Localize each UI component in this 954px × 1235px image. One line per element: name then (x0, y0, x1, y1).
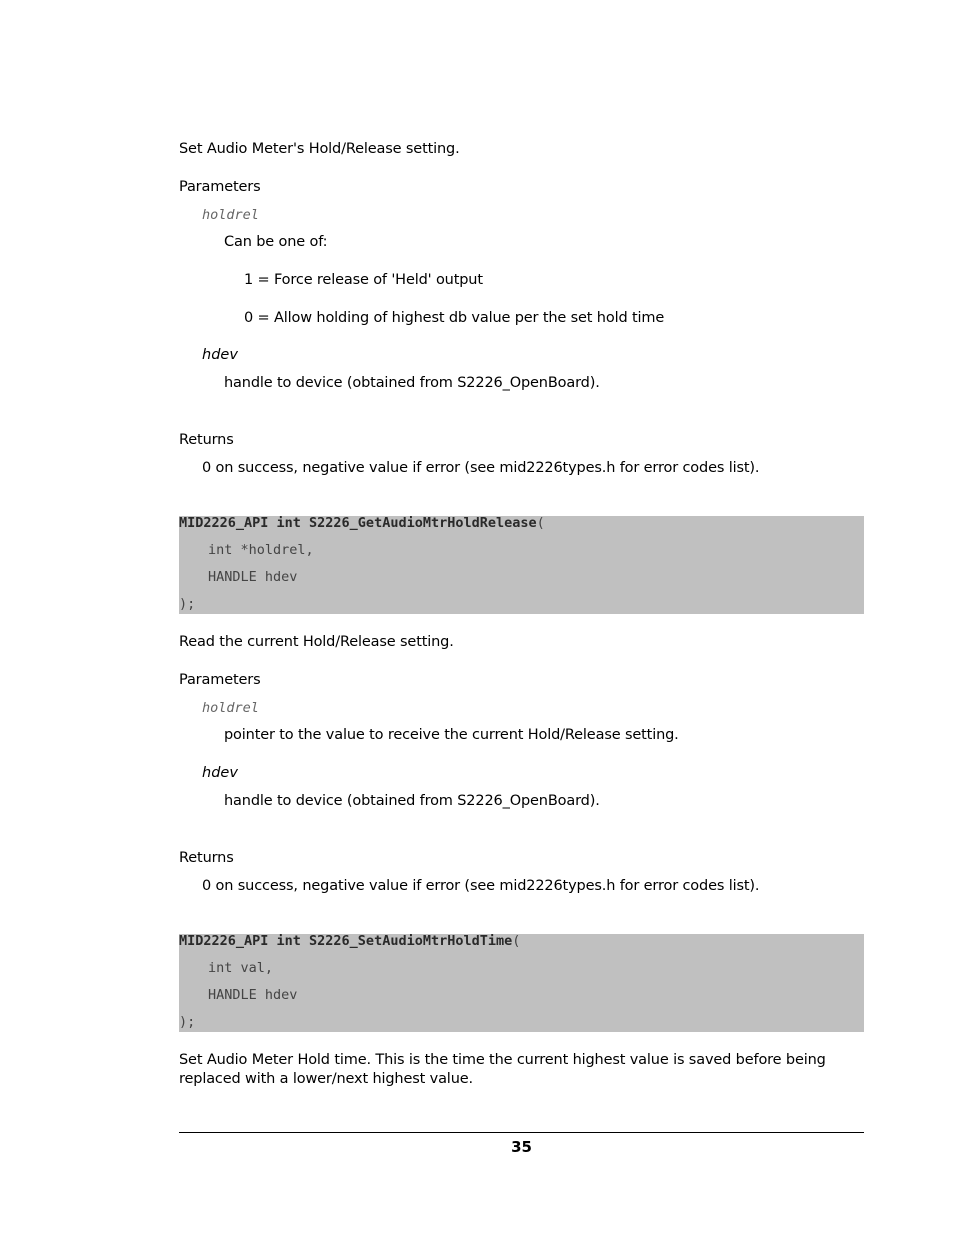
function-description: Set Audio Meter's Hold/Release setting. (179, 141, 460, 157)
code-block (179, 516, 864, 614)
code-block (179, 934, 864, 1032)
function-description: Read the current Hold/Release setting. (179, 634, 454, 650)
function-signature: MID2226_API int S2226_GetAudioMtrHoldRelease (179, 515, 537, 531)
code-argument: HANDLE hdev (208, 987, 298, 1003)
param-description: Can be one of: (224, 234, 328, 250)
returns-heading: Returns (179, 850, 234, 866)
footer-rule (179, 1132, 864, 1133)
parameters-heading: Parameters (179, 179, 261, 195)
param-name-hdev: hdev (202, 347, 238, 363)
param-name-holdrel: holdrel (202, 700, 259, 716)
param-description: pointer to the value to receive the current Hold/Release setting. (224, 727, 679, 743)
code-signature-line (179, 514, 545, 532)
code-close: ); (179, 1014, 196, 1030)
param-name-holdrel: holdrel (202, 207, 259, 223)
returns-description: 0 on success, negative value if error (see mid2226types.h for error codes list). (202, 878, 760, 894)
param-name-hdev: hdev (202, 765, 238, 781)
param-description: handle to device (obtained from S2226_OpenBoard). (224, 375, 600, 391)
code-argument: int *holdrel, (208, 542, 314, 558)
page-number: 35 (511, 1138, 532, 1156)
param-option: 0 = Allow holding of highest db value per the set hold time (244, 310, 665, 326)
code-close: ); (179, 596, 196, 612)
open-paren: ( (536, 515, 545, 531)
param-description: handle to device (obtained from S2226_OpenBoard). (224, 793, 600, 809)
function-signature: MID2226_API int S2226_SetAudioMtrHoldTime (179, 933, 513, 949)
parameters-heading: Parameters (179, 672, 261, 688)
function-description: Set Audio Meter Hold time. This is the time the current highest value is saved before being replaced with a lower/next highest value. (179, 1052, 826, 1087)
code-argument: int val, (208, 960, 274, 976)
open-paren: ( (512, 933, 521, 949)
param-option: 1 = Force release of 'Held' output (244, 272, 483, 288)
code-argument: HANDLE hdev (208, 569, 298, 585)
returns-description: 0 on success, negative value if error (see mid2226types.h for error codes list). (202, 460, 760, 476)
code-signature-line (179, 932, 520, 950)
returns-heading: Returns (179, 432, 234, 448)
